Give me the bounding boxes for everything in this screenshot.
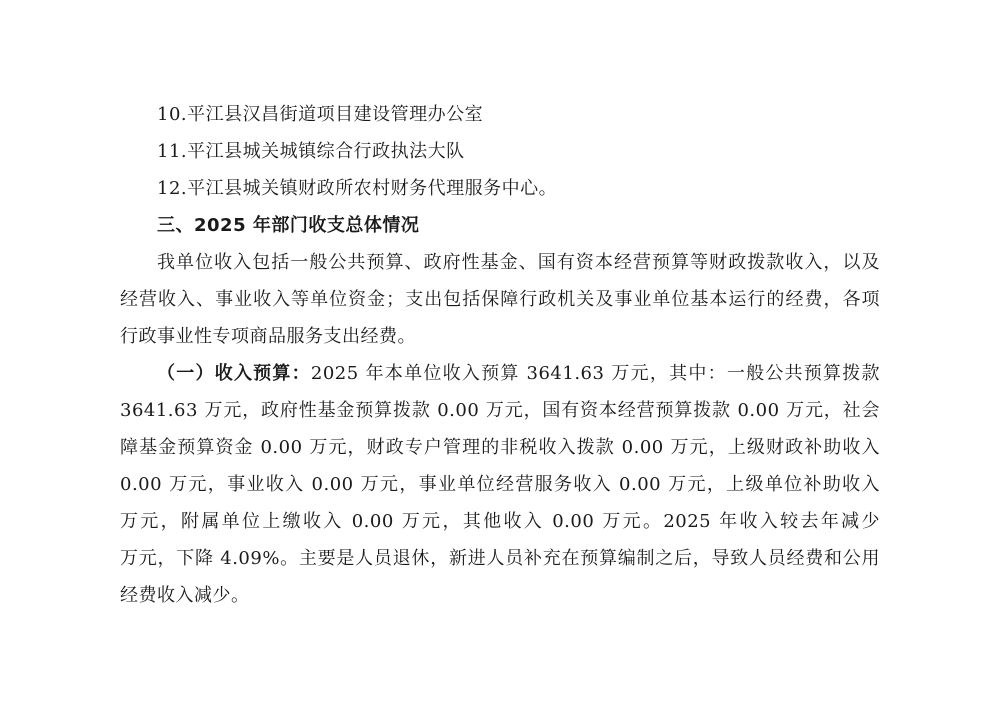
income-budget-lead: （一）收入预算：	[157, 363, 311, 384]
list-item: 12.平江县城关镇财政所农村财务代理服务中心。	[157, 178, 558, 199]
section-heading: 三、2025 年部门收支总体情况	[157, 215, 420, 236]
document-body	[120, 96, 880, 614]
paragraph-line: 经营收入、事业收入等单位资金；支出包括保障行政机关及事业单位基本运行的经费，各项	[120, 289, 880, 310]
list-item: 11.平江县城关城镇综合行政执法大队	[157, 141, 465, 162]
paragraph-line: 万元，附属单位上缴收入 0.00 万元，其他收入 0.00 万元。2025 年收入较去年减少	[120, 511, 880, 532]
paragraph-line: 障基金预算资金 0.00 万元，财政专户管理的非税收入拨款 0.00 万元，上级财政补助收入	[120, 437, 880, 458]
paragraph-line: 我单位收入包括一般公共预算、政府性基金、国有资本经营预算等财政拨款收入，以及	[157, 252, 880, 273]
paragraph-line: 经费收入减少。	[120, 585, 250, 606]
income-budget-first-line	[120, 355, 880, 392]
paragraph-line: 行政事业性专项商品服务支出经费。	[120, 326, 416, 347]
paragraph-line: 万元，下降 4.09%。主要是人员退休，新进人员补充在预算编制之后，导致人员经费和公用	[120, 548, 880, 569]
paragraph-line: 3641.63 万元，政府性基金预算拨款 0.00 万元，国有资本经营预算拨款 0.00 万元，社会	[120, 400, 880, 421]
income-budget-first-line-text: 2025 年本单位收入预算 3641.63 万元，其中：一般公共预算拨款	[310, 363, 880, 384]
list-item: 10.平江县汉昌街道项目建设管理办公室	[157, 104, 484, 125]
paragraph-line: 0.00 万元，事业收入 0.00 万元，事业单位经营服务收入 0.00 万元，上级单位补助收入	[120, 474, 880, 495]
